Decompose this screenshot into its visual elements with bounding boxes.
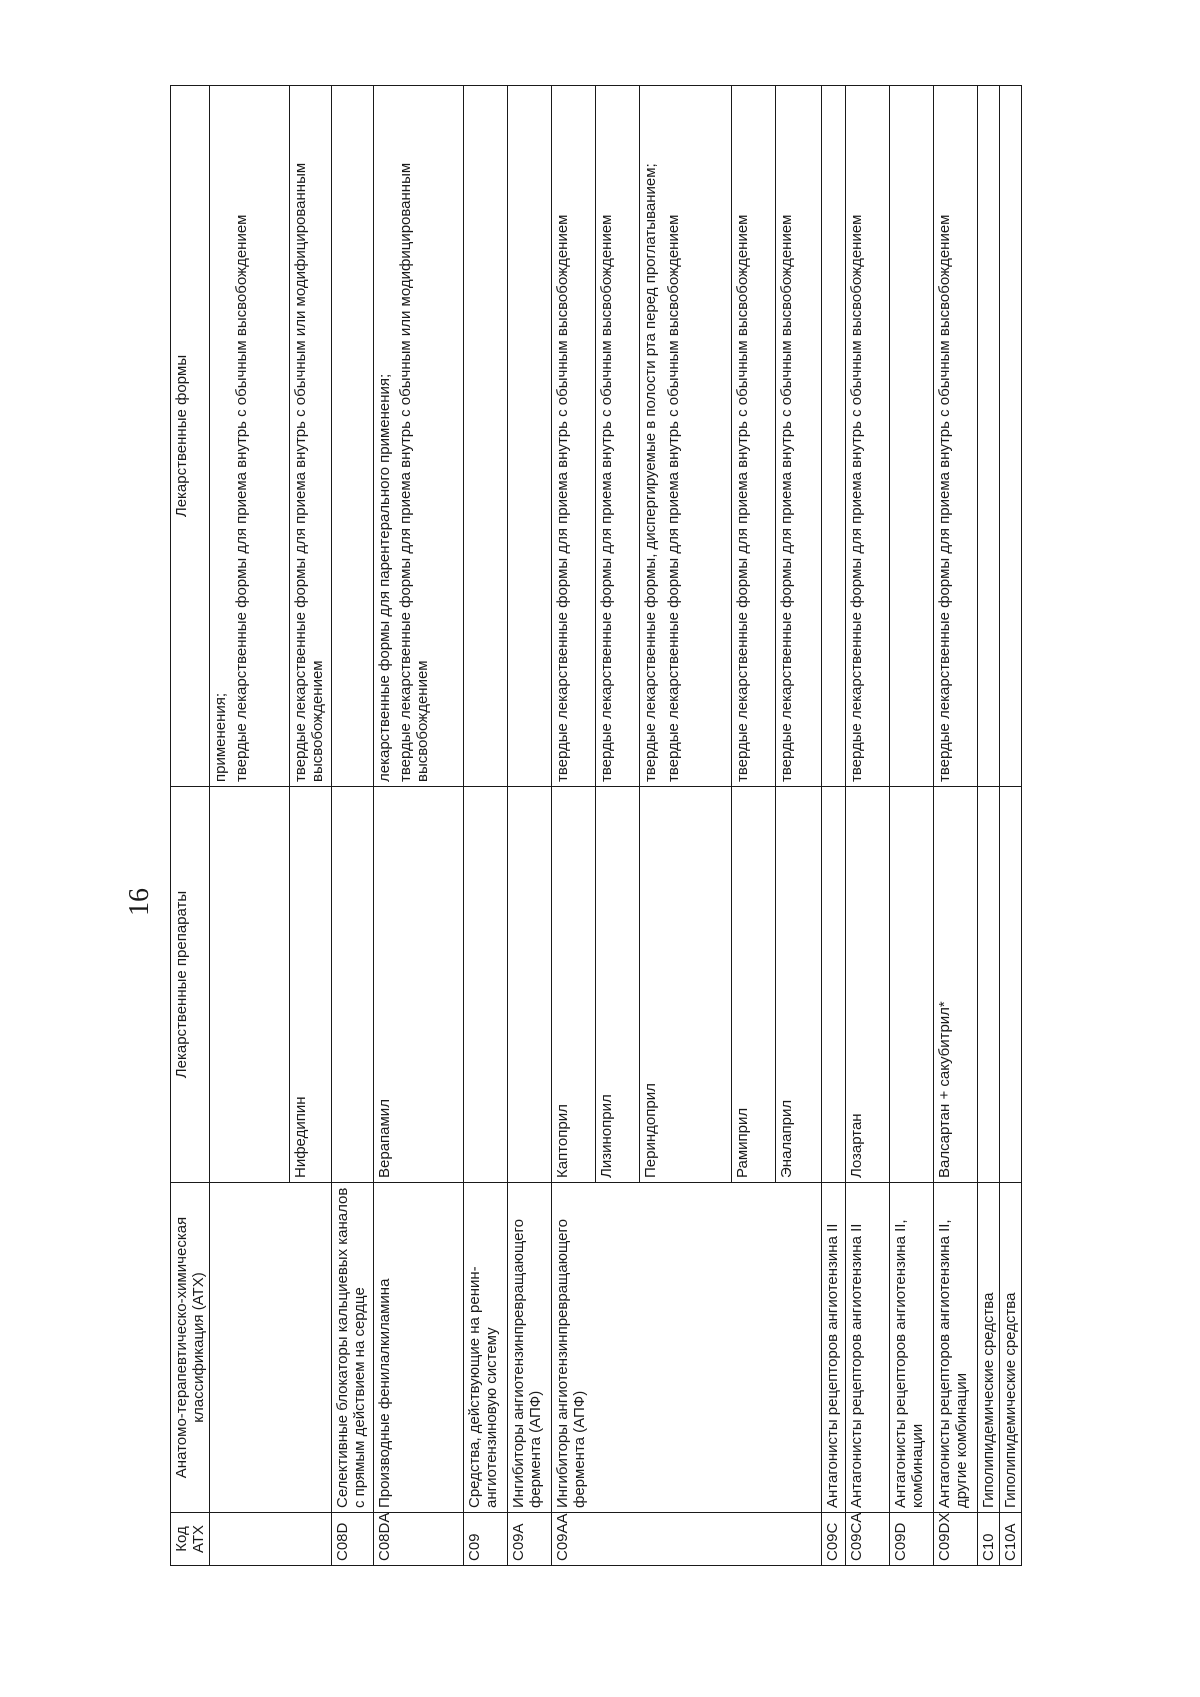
cell-forms: [934, 86, 978, 787]
cell-drug: Каптоприл: [552, 787, 596, 1183]
cell-forms: [890, 86, 934, 787]
cell-forms: [978, 86, 1000, 787]
form-item: твердые лекарственные формы для приема внутрь с обычным высвобождением: [554, 214, 571, 782]
table-row: [210, 86, 290, 1566]
form-item: твердые лекарственные формы для приема внутрь с обычным высвобождением: [734, 214, 751, 782]
cell-drug: Рамиприл: [732, 787, 776, 1183]
drug-table: [170, 85, 1022, 1566]
cell-forms: [290, 86, 332, 787]
cell-drug: [890, 787, 934, 1183]
form-item: твердые лекарственные формы для приема внутрь с обычным высвобождением: [778, 214, 795, 782]
cell-forms: [732, 86, 776, 787]
cell-atc: Антагонисты рецепторов ангиотензина II: [846, 1183, 890, 1513]
cell-atc: Ингибиторы ангиотензинпревращающего фермента (АПФ): [508, 1183, 552, 1513]
header-code: Код АТХ: [171, 1513, 210, 1566]
cell-drug: Верапамил: [374, 787, 464, 1183]
form-item: твердые лекарственные формы для приема внутрь с обычным высвобождением: [848, 214, 865, 782]
table-row: [464, 86, 508, 1566]
cell-forms: [374, 86, 464, 787]
form-item: твердые лекарственные формы, диспергируемые в полости рта перед проглатыванием;: [642, 163, 659, 782]
cell-drug: [822, 787, 846, 1183]
cell-forms: [210, 86, 290, 787]
cell-code: C10A: [1000, 1513, 1022, 1566]
cell-drug: [332, 787, 374, 1183]
cell-code: C09AA: [552, 1513, 822, 1566]
cell-code: C09A: [508, 1513, 552, 1566]
cell-code: C09D: [890, 1513, 934, 1566]
form-item: твердые лекарственные формы для приема внутрь с обычным или модифицированным высвобождением: [397, 162, 431, 782]
cell-atc: [210, 1183, 332, 1513]
table-row: [934, 86, 978, 1566]
cell-atc: Гиполипидемические средства: [978, 1183, 1000, 1513]
cell-atc: Производные фенилалкиламина: [374, 1183, 464, 1513]
table-row: [374, 86, 464, 1566]
cell-atc: Гиполипидемические средства: [1000, 1183, 1022, 1513]
cell-code: [210, 1513, 332, 1566]
form-item: применения;: [212, 692, 229, 782]
cell-atc: Антагонисты рецепторов ангиотензина II, другие комбинации: [934, 1183, 978, 1513]
table-row: [1000, 86, 1022, 1566]
form-item: твердые лекарственные формы для приема внутрь с обычным высвобождением: [598, 214, 615, 782]
cell-code: C08DA: [374, 1513, 464, 1566]
rotated-page-content: [118, 86, 1018, 1566]
cell-atc: Антагонисты рецепторов ангиотензина II, комбинации: [890, 1183, 934, 1513]
form-item: твердые лекарственные формы для приема внутрь с обычным или модифицированным высвобождением: [292, 162, 326, 782]
form-item: твердые лекарственные формы для приема внутрь с обычным высвобождением: [936, 214, 953, 782]
form-item: твердые лекарственные формы для приема внутрь с обычным высвобождением: [233, 214, 250, 782]
header-drugs: Лекарственные препараты: [171, 787, 210, 1183]
cell-forms: [332, 86, 374, 787]
cell-code: C10: [978, 1513, 1000, 1566]
form-item: твердые лекарственные формы для приема внутрь с обычным высвобождением: [665, 214, 682, 782]
table-row: [822, 86, 846, 1566]
cell-drug: [978, 787, 1000, 1183]
cell-drug: Эналаприл: [776, 787, 822, 1183]
cell-forms: [640, 86, 732, 787]
cell-code: C09: [464, 1513, 508, 1566]
cell-forms: [596, 86, 640, 787]
header-row: [171, 86, 210, 1566]
table-row: [978, 86, 1000, 1566]
cell-drug: Валсартан + сакубитрил*: [934, 787, 978, 1183]
cell-atc: Антагонисты рецепторов ангиотензина II: [822, 1183, 846, 1513]
cell-code: C09DX: [934, 1513, 978, 1566]
cell-drug: [464, 787, 508, 1183]
cell-drug: [210, 787, 290, 1183]
table-row: [508, 86, 552, 1566]
form-item: лекарственные формы для парентерального применения;: [376, 373, 393, 782]
cell-drug: Лизиноприл: [596, 787, 640, 1183]
header-atc: Анатомо-терапевтическо-химическая классификация (АТХ): [171, 1183, 210, 1513]
cell-drug: [508, 787, 552, 1183]
cell-atc: Ингибиторы ангиотензинпревращающего фермента (АПФ): [552, 1183, 822, 1513]
cell-drug: Лозартан: [846, 787, 890, 1183]
cell-forms: [508, 86, 552, 787]
cell-drug: Нифедипин: [290, 787, 332, 1183]
cell-forms: [1000, 86, 1022, 787]
cell-forms: [552, 86, 596, 787]
cell-drug: Периндоприл: [640, 787, 732, 1183]
cell-forms: [776, 86, 822, 787]
header-forms: Лекарственные формы: [171, 86, 210, 787]
cell-atc: Селективные блокаторы кальциевых каналов с прямым действием на сердце: [332, 1183, 374, 1513]
cell-forms: [464, 86, 508, 787]
cell-drug: [1000, 787, 1022, 1183]
cell-code: C09CA: [846, 1513, 890, 1566]
cell-code: C09C: [822, 1513, 846, 1566]
cell-forms: [822, 86, 846, 787]
cell-forms: [846, 86, 890, 787]
table-row: [890, 86, 934, 1566]
cell-code: C08D: [332, 1513, 374, 1566]
table-row: [846, 86, 890, 1566]
table-row: [332, 86, 374, 1566]
page-number: 16: [124, 888, 155, 916]
table-row: [552, 86, 596, 1566]
cell-atc: Средства, действующие на ренин-ангиотензиновую систему: [464, 1183, 508, 1513]
